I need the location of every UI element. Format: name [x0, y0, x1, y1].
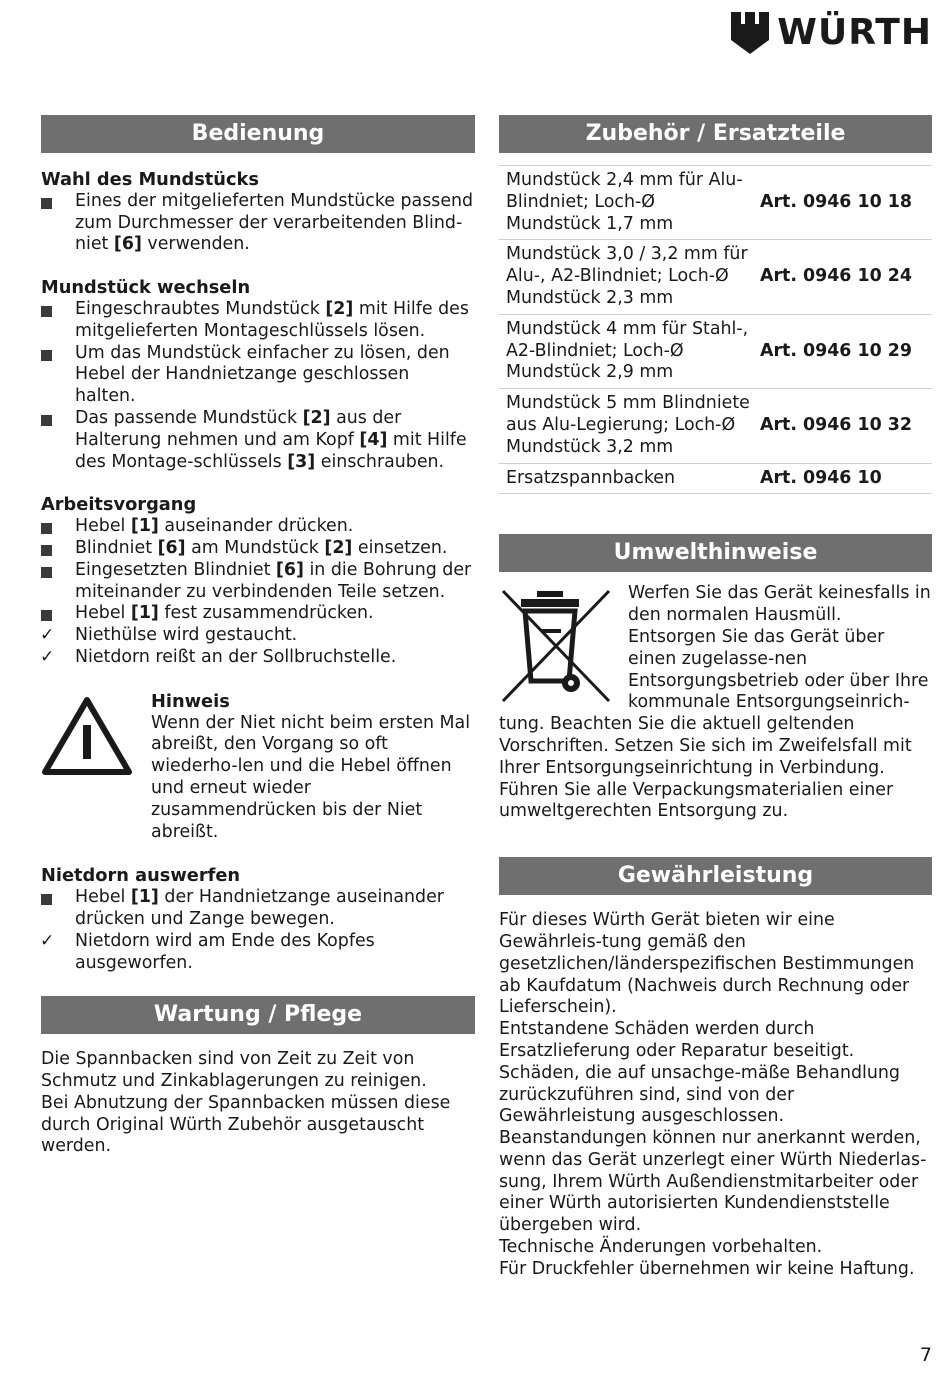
- section-header-zubehoer: Zubehör / Ersatzteile: [499, 115, 932, 153]
- hinweis-note: [41, 691, 475, 844]
- gewaehr-p2: Entstandene Schäden werden durch Ersatzlieferung oder Reparatur beseitigt. Schäden, die auf unsachge-mäße Behandlung zurückzuführen sind, sind von der Gewährleistung ausgeschlossen.: [499, 1019, 900, 1127]
- bullet-square-icon: [41, 545, 52, 556]
- hinweis-text: Wenn der Niet nicht beim ersten Mal abreißt, den Vorgang so oft wiederho-len und die Hebel öffnen und erneut wieder zusammendrücken bis der Niet abreißt.: [151, 712, 471, 842]
- table-row: [499, 463, 932, 494]
- left-column: [41, 115, 475, 1158]
- article-number: Art. 0946 10 24: [754, 240, 932, 314]
- wartung-text-2: Bei Abnutzung der Spannbacken müssen diese durch Original Würth Zubehör ausgetauscht werden.: [41, 1092, 451, 1157]
- list-item: Hebel [1] fest zusammendrücken.: [41, 603, 475, 625]
- bullet-square-icon: [41, 567, 52, 578]
- section-header-wartung: Wartung / Pflege: [41, 996, 475, 1034]
- section-wahl: [41, 169, 475, 256]
- list-item: Eingesetzten Blindniet [6] in die Bohrung der miteinander zu verbindenden Teile setzen.: [41, 560, 475, 604]
- list-item: ✓ Nietdorn reißt an der Sollbruchstelle.: [40, 646, 397, 667]
- list-item: Hebel [1] der Handnietzange auseinander drücken und Zange bewegen.: [41, 887, 475, 931]
- section-wechseln: [41, 277, 475, 473]
- article-number: Art. 0946 10: [754, 463, 932, 494]
- section-gewaehr: [499, 910, 932, 1281]
- wurth-emblem-icon: [731, 12, 769, 54]
- list-item: ✓ Nietdorn wird am Ende des Kopfes ausgeworfen.: [40, 930, 375, 973]
- heading-auswerfen: Nietdorn auswerfen: [41, 865, 241, 887]
- heading-hinweis: Hinweis: [151, 690, 230, 712]
- bullet-square-icon: [41, 350, 52, 361]
- section-arbeitsvorgang: [41, 494, 475, 668]
- section-umwelt: [499, 583, 932, 823]
- bullet-square-icon: [41, 198, 52, 209]
- parts-table: [499, 165, 932, 494]
- list-item: Hebel [1] auseinander drücken.: [41, 516, 475, 538]
- list-item: Das passende Mundstück [2] aus der Halterung nehmen und am Kopf [4] mit Hilfe des Montage-schlüssels [3] einschrauben.: [41, 408, 475, 473]
- crossed-out-bin-icon: [499, 585, 614, 707]
- table-row: [499, 166, 932, 240]
- article-number: Art. 0946 10 29: [754, 314, 932, 388]
- article-number: Art. 0946 10 32: [754, 389, 932, 463]
- heading-wechseln: Mundstück wechseln: [41, 277, 251, 299]
- right-column: [499, 115, 932, 1281]
- warning-triangle-icon: [41, 695, 133, 777]
- part-description: Mundstück 5 mm Blindniete aus Alu-Legierung; Loch-Ø Mundstück 3,2 mm: [499, 389, 754, 463]
- list-item: Um das Mundstück einfacher zu lösen, den Hebel der Handnietzange geschlossen halten.: [41, 343, 475, 408]
- section-wartung: [41, 1049, 475, 1158]
- page-number: 7: [919, 1344, 932, 1366]
- heading-arbeitsvorgang: Arbeitsvorgang: [41, 494, 197, 516]
- list-item: Eingeschraubtes Mundstück [2] mit Hilfe des mitgelieferten Montageschlüssels lösen.: [41, 299, 475, 343]
- bullet-square-icon: [41, 415, 52, 426]
- part-description: Mundstück 4 mm für Stahl-, A2-Blindniet; Loch-Ø Mundstück 2,9 mm: [499, 314, 754, 388]
- gewaehr-p4: Technische Änderungen vorbehalten.: [499, 1237, 823, 1258]
- part-description: Ersatzspannbacken: [499, 463, 754, 494]
- section-header-gewaehr: Gewährleistung: [499, 857, 932, 895]
- gewaehr-p3: Beanstandungen können nur anerkannt werden, wenn das Gerät unzerlegt einer Würth Niederlas-sung, Ihrem Würth Außendienstmitarbeiter oder einer Würth autorisierten Kundendienststelle übergeben wird.: [499, 1128, 927, 1236]
- section-auswerfen: [41, 865, 475, 974]
- gewaehr-p5: Für Druckfehler übernehmen wir keine Haftung.: [499, 1258, 915, 1279]
- list-item: Blindniet [6] am Mundstück [2] einsetzen.: [41, 538, 475, 560]
- gewaehr-p1: Für dieses Würth Gerät bieten wir eine Gewährleis-tung gemäß den gesetzlichen/länderspezifischen Bestimmungen ab Kaufdatum (Nachweis durch Rechnung oder Lieferschein).: [499, 910, 915, 1018]
- heading-wahl: Wahl des Mundstücks: [41, 169, 259, 190]
- umwelt-text: Werfen Sie das Gerät keinesfalls in den normalen Hausmüll. Entsorgen Sie das Gerät über einen zugelasse-nen Entsorgungsbetrieb oder über Ihre kommunale Entsorgungseinrich-tung. Beachten Sie die aktuell geltenden Vorschriften. Setzen Sie sich im Zweifelsfall mit Ihrer Entsorgungseinrichtung in Verbindung. Führen Sie alle Verpackungsmaterialien einer umweltgerechten Entsorgung zu.: [499, 583, 931, 822]
- checkmark-icon: ✓: [40, 646, 55, 667]
- bullet-square-icon: [41, 894, 52, 905]
- wartung-text-1: Die Spannbacken sind von Zeit zu Zeit von Schmutz und Zinkablagerungen zu reinigen.: [41, 1049, 427, 1092]
- table-row: [499, 314, 932, 388]
- bullet-square-icon: [41, 306, 52, 317]
- checkmark-icon: ✓: [40, 625, 55, 646]
- checkmark-icon: ✓: [40, 930, 55, 951]
- section-header-umwelt: Umwelthinweise: [499, 534, 932, 572]
- table-row: [499, 389, 932, 463]
- list-item: Eines der mitgelieferten Mundstücke passend zum Durchmesser der verarbeitenden Blind-niet [6] verwenden.: [41, 191, 475, 256]
- table-row: [499, 240, 932, 314]
- section-header-bedienung: Bedienung: [41, 115, 475, 153]
- part-description: Mundstück 2,4 mm für Alu-Blindniet; Loch-Ø Mundstück 1,7 mm: [499, 166, 754, 240]
- part-description: Mundstück 3,0 / 3,2 mm für Alu-, A2-Blindniet; Loch-Ø Mundstück 2,3 mm: [499, 240, 754, 314]
- article-number: Art. 0946 10 18: [754, 166, 932, 240]
- bullet-square-icon: [41, 523, 52, 534]
- list-item: ✓ Niethülse wird gestaucht.: [40, 625, 298, 646]
- bullet-square-icon: [41, 610, 52, 621]
- wurth-logo: [731, 12, 932, 54]
- logo-text: WÜRTH: [777, 12, 932, 53]
